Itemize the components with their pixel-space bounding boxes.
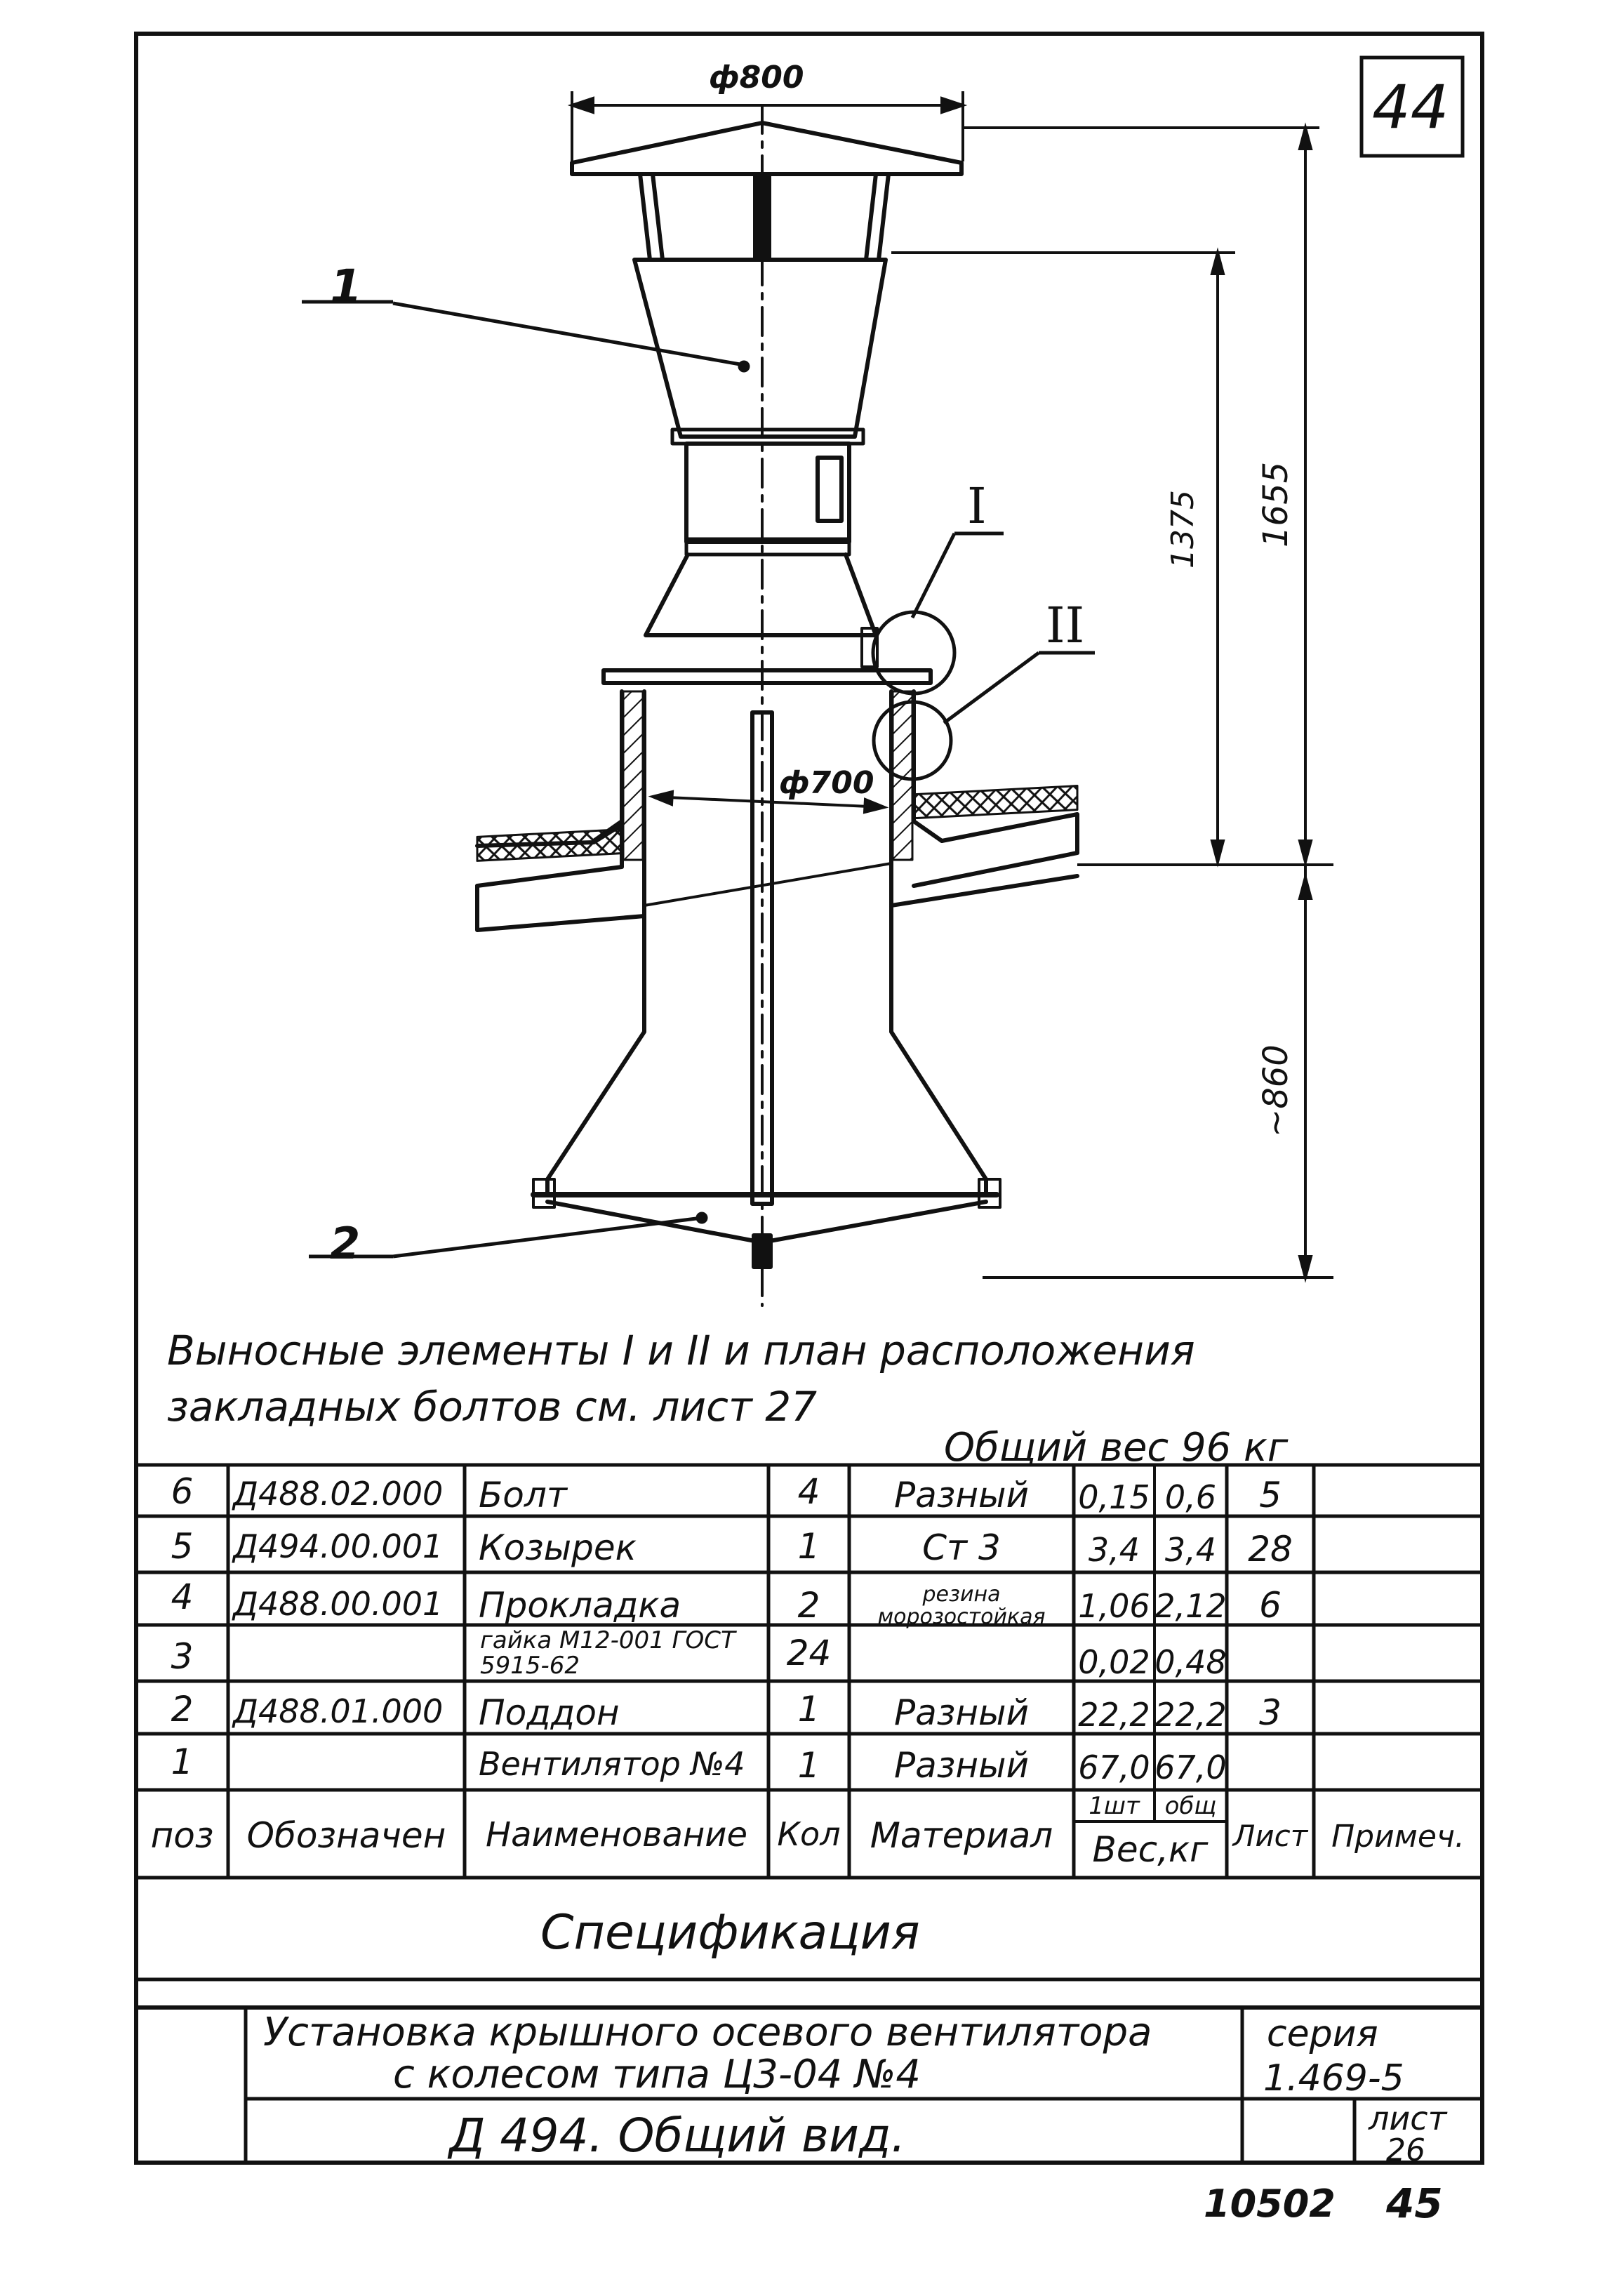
row5-w-total: 3,4 [1164,1531,1217,1569]
page-number: 45 [1386,2179,1443,2227]
row3-w-total: 0,48 [1154,1643,1227,1681]
header-material: Материал [870,1815,1053,1856]
row6-name: Болт [479,1475,567,1515]
callout-II: II [1046,597,1085,654]
row2-w-total: 22,2 [1154,1696,1227,1734]
header-note: Примеч. [1331,1819,1465,1854]
row3-w-unit: 0,02 [1078,1643,1150,1681]
row2-name: Поддон [479,1692,620,1733]
note-line-1: Выносные элементы I и II и план расположения [167,1327,1195,1374]
row6-material: Разный [893,1475,1030,1515]
row2-pos: 2 [171,1689,194,1730]
callout-1: 1 [330,260,362,314]
dim-top-diameter: ф800 [709,60,804,95]
row5-qty: 1 [797,1526,820,1567]
row1-pos: 1 [171,1741,194,1782]
header-qty: Кол [777,1815,841,1853]
row4-designation: Д488.00.001 [233,1585,444,1623]
corner-sheet-number: 44 [1372,72,1449,142]
sheet-label: лист [1369,2099,1447,2137]
row5-name: Козырек [479,1527,637,1568]
row3-name: гайка М12-001 ГОСТ 5915-62 [480,1626,736,1680]
row5-designation: Д494.00.001 [233,1527,444,1565]
drawing-name: Д 494. Общий вид. [449,2109,906,2163]
row6-pos: 6 [171,1471,194,1512]
header-w-unit: 1шт [1089,1792,1140,1820]
dim-height-1655: 1655 [1256,461,1296,548]
header-weight: Вес,кг [1092,1829,1209,1870]
header-name: Наименование [485,1815,747,1854]
row4-qty: 2 [797,1585,820,1626]
sheet-value: 26 [1386,2132,1425,2168]
total-weight: Общий вес 96 кг [944,1425,1289,1471]
series-value: 1.469-5 [1263,2057,1404,2099]
row4-sheet: 6 [1259,1585,1282,1626]
row6-qty: 4 [797,1471,820,1512]
row1-qty: 1 [797,1745,820,1786]
dim-height-1375: 1375 [1165,490,1201,569]
row6-designation: Д488.02.000 [233,1475,444,1513]
callout-2: 2 [330,1218,361,1269]
row4-w-total: 2,12 [1154,1587,1227,1625]
title-line-2: с колесом типа Ц3-04 №4 [393,2052,921,2097]
row4-w-unit: 1,06 [1078,1587,1150,1625]
dim-depth: ~860 [1256,1044,1296,1137]
row5-w-unit: 3,4 [1088,1531,1140,1569]
row6-w-total: 0,6 [1164,1478,1217,1516]
row3-pos: 3 [171,1636,194,1677]
row1-w-total: 67,0 [1154,1748,1227,1786]
row2-sheet: 3 [1259,1692,1282,1733]
header-pos: поз [150,1815,214,1856]
dim-inner-diameter: ф700 [779,765,874,801]
row4-material: резина морозостойкая [877,1582,1046,1629]
row2-qty: 1 [797,1689,820,1730]
row3-qty: 24 [786,1633,832,1673]
row4-pos: 4 [171,1577,194,1617]
archive-number: 10502 [1204,2182,1336,2226]
row2-w-unit: 22,2 [1078,1696,1150,1734]
header-sheet: Лист [1232,1819,1308,1853]
row5-sheet: 28 [1248,1529,1293,1570]
row6-w-unit: 0,15 [1078,1478,1150,1516]
row5-material: Ст 3 [922,1527,1001,1568]
row5-pos: 5 [171,1526,194,1567]
title-line-1: Установка крышного осевого вентилятора [263,2010,1152,2055]
series-label: серия [1267,2013,1378,2055]
callout-I: I [967,477,987,535]
row1-w-unit: 67,0 [1078,1748,1150,1786]
note-line-2: закладных болтов см. лист 27 [167,1383,818,1431]
spec-caption: Спецификация [540,1905,920,1960]
row2-designation: Д488.01.000 [233,1692,444,1730]
row4-name: Прокладка [479,1585,681,1626]
header-w-total: общ [1164,1792,1217,1820]
row6-sheet: 5 [1259,1475,1282,1515]
header-designation: Обозначен [246,1815,446,1856]
row1-material: Разный [893,1745,1030,1786]
row1-name: Вентилятор №4 [479,1745,745,1783]
fan-drawing [477,105,1077,1306]
row2-material: Разный [893,1692,1030,1733]
